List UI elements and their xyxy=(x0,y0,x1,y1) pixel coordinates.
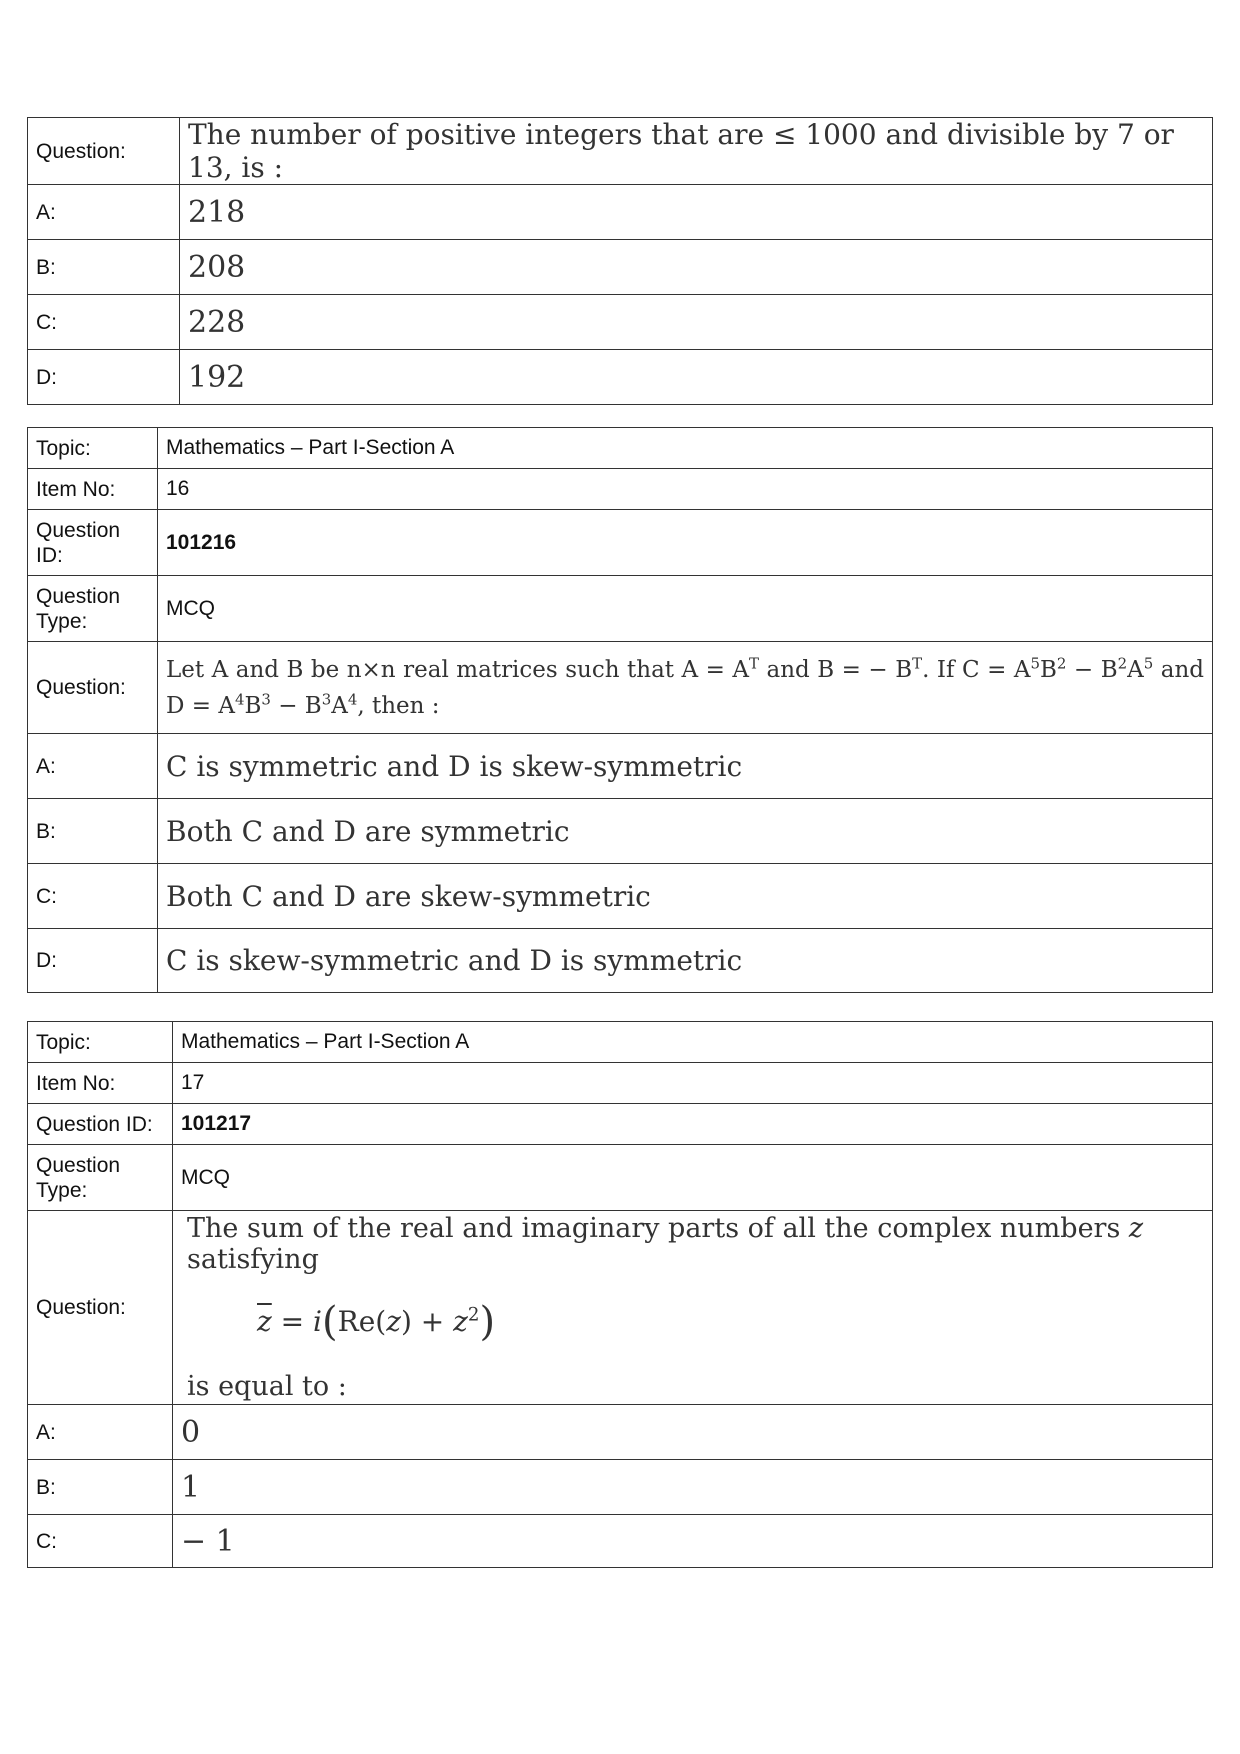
option-label: C: xyxy=(28,864,158,929)
question-outro: is equal to : xyxy=(187,1371,347,1402)
question-row xyxy=(28,642,1213,734)
question-id-value: 101216 xyxy=(158,510,1213,576)
question-formula: $\overline{z} = i(Re(z) + z^2)$ xyxy=(257,1299,496,1345)
option-row-c xyxy=(28,864,1213,929)
topic-row xyxy=(28,1022,1213,1063)
question-type-row xyxy=(28,576,1213,642)
question-label: Question: xyxy=(28,642,158,734)
option-text: 0 xyxy=(173,1405,1213,1460)
question-type-label: Question Type: xyxy=(28,1145,173,1211)
option-row-d xyxy=(28,929,1213,993)
question-id-label: Question ID: xyxy=(28,510,158,576)
option-text: 192 xyxy=(180,350,1213,405)
option-label: A: xyxy=(28,734,158,799)
option-text: Both C and D are symmetric xyxy=(158,799,1213,864)
option-row-c xyxy=(28,295,1213,350)
topic-value: Mathematics – Part I-Section A xyxy=(173,1022,1213,1063)
option-text: C is skew-symmetric and D is symmetric xyxy=(158,929,1213,993)
option-label: C: xyxy=(28,295,180,350)
question-label: Question: xyxy=(28,1211,173,1405)
question-block-1 xyxy=(27,117,1213,405)
question-text xyxy=(158,642,1213,734)
option-label: B: xyxy=(28,799,158,864)
option-row-a xyxy=(28,734,1213,799)
question-type-label: Question Type: xyxy=(28,576,158,642)
question-text xyxy=(173,1211,1213,1405)
topic-row xyxy=(28,428,1213,469)
question-row xyxy=(28,1211,1213,1405)
option-text: 208 xyxy=(180,240,1213,295)
question-id-row xyxy=(28,510,1213,576)
option-label: C: xyxy=(28,1515,173,1568)
option-row-b xyxy=(28,240,1213,295)
option-label: A: xyxy=(28,185,180,240)
topic-value: Mathematics – Part I-Section A xyxy=(158,428,1213,469)
option-label: B: xyxy=(28,1460,173,1515)
option-label: B: xyxy=(28,240,180,295)
option-text: 1 xyxy=(173,1460,1213,1515)
item-value: 16 xyxy=(158,469,1213,510)
question-id-label: Question ID: xyxy=(28,1104,173,1145)
option-text: 228 xyxy=(180,295,1213,350)
option-text: − 1 xyxy=(173,1515,1213,1568)
topic-label: Topic: xyxy=(28,428,158,469)
option-row-b xyxy=(28,799,1213,864)
question-intro: The sum of the real and imaginary parts of all the complex numbers z satisfying xyxy=(187,1213,1144,1275)
question-block-3 xyxy=(27,1021,1213,1568)
option-text: 218 xyxy=(180,185,1213,240)
option-text: C is symmetric and D is skew-symmetric xyxy=(158,734,1213,799)
item-label: Item No: xyxy=(28,469,158,510)
question-block-2 xyxy=(27,427,1213,993)
item-value: 17 xyxy=(173,1063,1213,1104)
option-text: Both C and D are skew-symmetric xyxy=(158,864,1213,929)
option-row-b xyxy=(28,1460,1213,1515)
item-row xyxy=(28,469,1213,510)
option-label: A: xyxy=(28,1405,173,1460)
option-row-d xyxy=(28,350,1213,405)
option-row-a xyxy=(28,185,1213,240)
question-id-row xyxy=(28,1104,1213,1145)
question-text: The number of positive integers that are ≤ 1000 and divisible by 7 or 13, is : xyxy=(180,118,1213,185)
item-row xyxy=(28,1063,1213,1104)
question-line-1: Let A and B be n×n real matrices such that $A = A^T$ and B = − $B^T$. If $C = A^5B^2 - B^2A^5$ and xyxy=(166,653,1205,683)
option-label: D: xyxy=(28,350,180,405)
option-row-a xyxy=(28,1405,1213,1460)
option-label: D: xyxy=(28,929,158,993)
option-row-c xyxy=(28,1515,1213,1568)
question-type-value: MCQ xyxy=(173,1145,1213,1211)
question-label: Question: xyxy=(28,118,180,185)
question-id-value: 101217 xyxy=(173,1104,1213,1145)
question-type-row xyxy=(28,1145,1213,1211)
question-type-value: MCQ xyxy=(158,576,1213,642)
question-row xyxy=(28,118,1213,185)
topic-label: Topic: xyxy=(28,1022,173,1063)
question-line-2: $D = A^4B^3 - B^3A^4$, then : xyxy=(166,689,440,719)
item-label: Item No: xyxy=(28,1063,173,1104)
